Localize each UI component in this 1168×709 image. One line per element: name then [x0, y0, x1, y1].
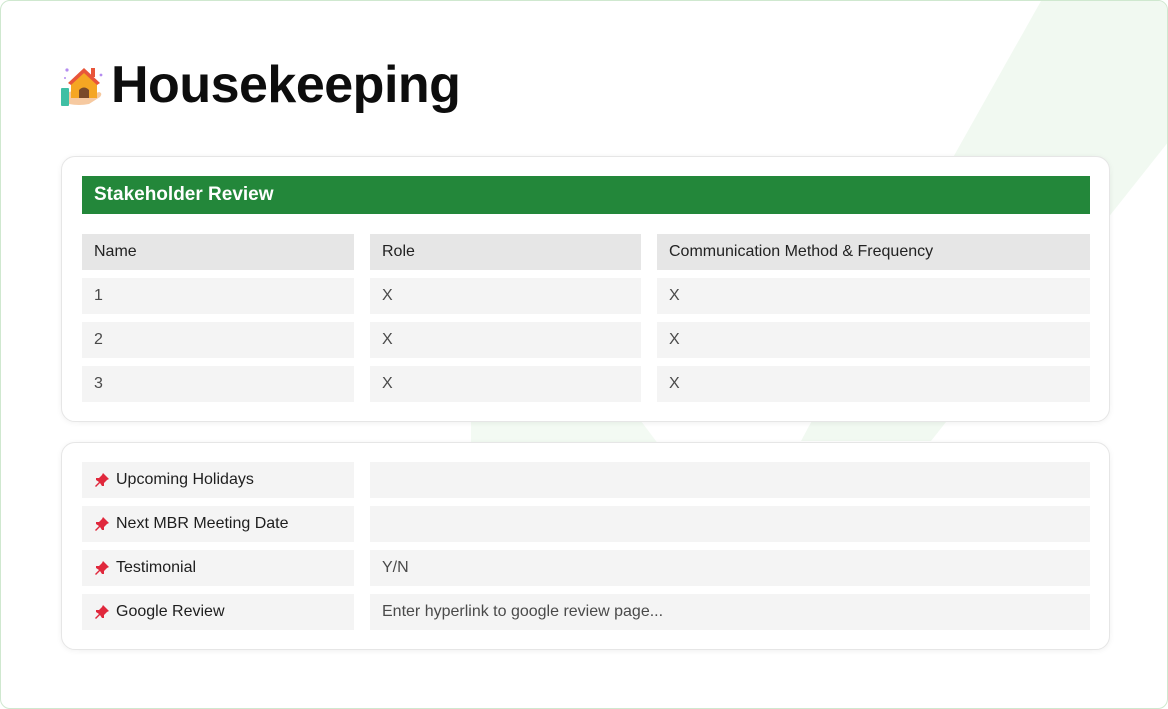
item-value-testimonial[interactable]: Y/N: [370, 550, 1090, 586]
item-value-upcoming-holidays[interactable]: [370, 462, 1090, 498]
item-label-text: Google Review: [116, 603, 225, 620]
table-cell-name[interactable]: 1: [82, 278, 354, 314]
item-value-next-mbr-meeting-date[interactable]: [370, 506, 1090, 542]
table-cell-communication[interactable]: X: [657, 278, 1090, 314]
page-title: Housekeeping: [111, 56, 461, 114]
item-value-google-review[interactable]: Enter hyperlink to google review page...: [370, 594, 1090, 630]
table-cell-name[interactable]: 2: [82, 322, 354, 358]
item-label-text: Upcoming Holidays: [116, 471, 254, 488]
table-cell-communication[interactable]: X: [657, 366, 1090, 402]
stakeholder-review-card: [61, 156, 1110, 422]
pushpin-icon: [94, 516, 110, 532]
pushpin-icon: [94, 472, 110, 488]
column-header-communication: Communication Method & Frequency: [657, 234, 1090, 270]
item-label-text: Next MBR Meeting Date: [116, 515, 289, 532]
section-header-title: Stakeholder Review: [94, 184, 274, 205]
title-row: [59, 53, 460, 117]
item-label-next-mbr-meeting-date: [82, 506, 354, 542]
pushpin-icon: [94, 560, 110, 576]
item-label-testimonial: [82, 550, 354, 586]
table-cell-role[interactable]: X: [370, 278, 641, 314]
table-cell-role[interactable]: X: [370, 322, 641, 358]
table-cell-communication[interactable]: X: [657, 322, 1090, 358]
column-header-name: Name: [82, 234, 354, 270]
housekeeping-items-card: [61, 442, 1110, 650]
item-label-google-review: [82, 594, 354, 630]
table-cell-name[interactable]: 3: [82, 366, 354, 402]
table-cell-role[interactable]: X: [370, 366, 641, 402]
pushpin-icon: [94, 604, 110, 620]
item-label-text: Testimonial: [116, 559, 197, 576]
item-label-upcoming-holidays: [82, 462, 354, 498]
section-header: [82, 176, 1090, 214]
house-in-hand-icon: [59, 62, 105, 108]
column-header-role: Role: [370, 234, 641, 270]
